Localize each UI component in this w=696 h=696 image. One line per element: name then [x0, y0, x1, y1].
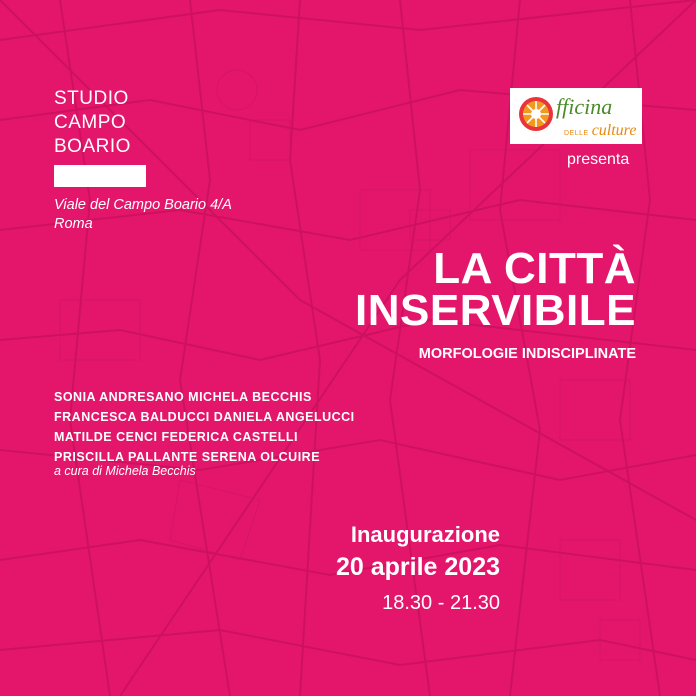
event-date: 20 aprile 2023 [335, 553, 500, 581]
event-time: 18.30 - 21.30 [382, 592, 500, 614]
title-line-2: INSERVIBILE [355, 286, 636, 335]
venue-name-line: CAMPO [54, 112, 127, 133]
venue-address [54, 196, 232, 234]
event-label: Inaugurazione [350, 522, 500, 547]
logo-text: fficina [556, 94, 613, 119]
venue-name-line: BOARIO [54, 136, 131, 157]
logo-sub-big: culture [591, 122, 637, 139]
address-city: Roma [54, 216, 93, 232]
venue-block [54, 87, 146, 187]
venue-white-bar [54, 165, 146, 187]
exhibition-subtitle: MORFOLOGIE INDISCIPLINATE [418, 346, 636, 362]
presenta-label: presenta [567, 151, 630, 168]
logo-sun-icon [518, 96, 554, 132]
artists-list [54, 387, 355, 467]
curator-name: Michela Becchis [105, 464, 196, 478]
artists-line: MATILDE CENCI FEDERICA CASTELLI [54, 430, 298, 444]
logo-subtext [564, 122, 636, 140]
exhibition-title [355, 244, 636, 335]
officina-delle-culture-logo [510, 88, 642, 144]
curated-by [54, 464, 196, 478]
artists-line: FRANCESCA BALDUCCI DANIELA ANGELUCCI [54, 410, 355, 424]
artists-line: SONIA ANDRESANO MICHELA BECCHIS [54, 390, 312, 404]
artists-line: PRISCILLA PALLANTE SERENA OLCUIRE [54, 450, 321, 464]
address-street: Viale del Campo Boario 4/A [54, 197, 232, 213]
curated-prefix: a cura di [54, 464, 106, 478]
logo-sub-small: DELLE [564, 130, 589, 137]
title-line-1: LA CITTÀ [433, 244, 636, 293]
venue-name-line: STUDIO [54, 88, 129, 109]
venue-name [54, 87, 146, 159]
